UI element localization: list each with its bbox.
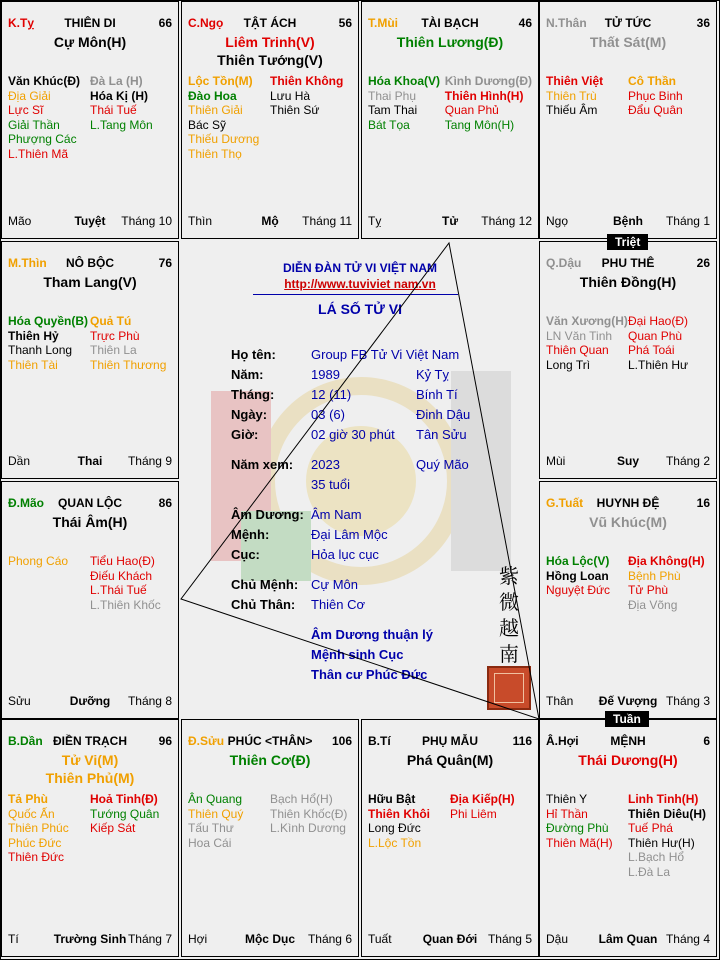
minor-star: Đẩu Quân [628,103,683,117]
main-stars [182,33,358,69]
month: Tháng 2 [665,454,710,468]
zodiac-branch: Ngọ [546,214,569,228]
minor-star: Bát Tọa [368,117,410,132]
info-label: Tháng: [231,387,275,402]
month: Tháng 8 [127,694,172,708]
seal-calligraphy: 紫微越南 [499,564,519,666]
palace-header [368,16,532,32]
minor-star: Tướng Quân [90,806,160,821]
minor-star: Phục Binh [628,88,683,103]
info-label: Chủ Mệnh: [231,577,299,592]
month: Tháng 12 [481,214,532,228]
minor-star: Thiên Diêu(H) [628,806,706,821]
month: Tháng 7 [127,932,172,946]
month: Tháng 3 [665,694,710,708]
minor-star: Thiên Thương [90,357,167,372]
palace-name: NÔ BỘC [66,256,114,270]
palace-cell[interactable] [539,481,717,719]
palace-footer [546,214,710,228]
minor-star: Hữu Bật [368,792,416,806]
minor-star: Đường Phù [546,821,609,835]
main-star: Thiên Tướng(V) [217,52,323,68]
left-stars [188,74,270,161]
minor-star: Phong Cáo [8,554,69,568]
minor-star: Tả Phù [8,792,49,806]
can-chi: Q.Dậu [546,256,582,270]
minor-star: Kình Dương(Đ) [444,74,532,88]
main-stars [2,273,178,291]
summary-line: Thân cư Phúc Đức [311,667,428,682]
main-stars [2,751,178,787]
info-value: Group FB Tử Vi Việt Nam [311,347,460,362]
left-stars [546,74,628,118]
main-star: Liêm Trinh(V) [225,34,315,50]
palace-header [8,496,172,512]
minor-star: Hóa Khoa(V) [368,74,440,88]
right-stars [90,792,172,865]
triet-tag: Triệt [607,234,648,250]
minor-star: Thiên Hỷ [8,328,59,343]
main-stars [540,33,716,51]
info-value: Thiên Cơ [311,597,366,612]
minor-star: Thái Tuế [90,103,137,117]
info-can-chi: Đinh Dậu [416,407,471,422]
palace-footer [8,932,172,946]
minor-star: L.Thái Tuế [90,583,147,597]
info-label: Năm xem: [231,457,294,472]
minor-star: Thiên Trù [546,88,597,103]
minor-star: Thiên Khôi [368,806,430,821]
minor-star: Thiên Khốc(Đ) [270,806,348,821]
minor-star: Phá Toái [628,343,675,357]
can-chi: T.Mùi [368,16,398,30]
minor-star: Quốc Ấn [8,806,55,821]
dai-han-number: 76 [158,256,172,270]
dai-han-number: 6 [703,734,710,748]
minor-star: Địa Võng [628,597,678,612]
palace-name: TỬ TỨC [604,16,652,30]
minor-star: Đào Hoa [188,88,237,103]
palace-name: QUAN LỘC [58,496,122,510]
chart-title: LÁ SỐ TỬ VI [318,301,402,317]
dai-han-number: 16 [696,496,710,510]
main-stars [2,33,178,51]
can-chi: Â.Hợi [546,734,579,748]
minor-star: Hóa Quyền(B) [8,314,89,328]
main-stars [540,751,716,769]
minor-star: Long Đức [368,821,421,835]
main-star: Vũ Khúc(M) [589,514,667,530]
month: Tháng 1 [665,214,710,228]
can-chi: B.Tí [368,734,391,748]
right-stars [90,314,172,372]
palace-cell[interactable] [539,241,717,479]
left-stars [8,792,90,865]
minor-star: Thiên Quan [546,343,609,357]
minor-star: Thiên Đức [8,850,65,864]
can-chi: K.Tỵ [8,16,35,30]
minor-star: Địa Không(H) [628,554,705,568]
minor-star: Thiên Thọ [188,146,242,161]
left-stars [546,554,628,612]
left-stars [8,314,90,372]
month: Tháng 10 [121,214,172,228]
minor-star: Lộc Tồn(M) [188,74,253,88]
minor-star: Đà La (H) [90,74,143,88]
main-star: Thái Dương(H) [578,752,678,768]
minor-star: Thanh Long [8,343,73,357]
minor-star: Hóa Kị (H) [90,88,148,103]
palace-name: MỆNH [610,734,646,748]
dai-han-number: 96 [158,734,172,748]
truong-sinh: Lâm Quan [598,932,658,946]
palace-name: PHỤ MẪU [422,734,478,748]
truong-sinh: Trường Sinh [53,932,127,946]
can-chi: G.Tuất [546,496,584,510]
minor-star: L.Kình Dương [270,821,346,835]
palace-cell[interactable] [361,1,539,239]
palace-name: PHÚC <THÂN> [227,734,313,748]
forum-url[interactable]: http://www.tuviviet nam.vn [284,277,436,291]
info-value: 12 (11) [311,387,352,402]
main-star: Thiên Phủ(M) [45,770,135,786]
month: Tháng 4 [665,932,710,946]
info-can-chi: Kỷ Tỵ [416,367,449,382]
truong-sinh: Tuyệt [74,214,106,228]
info-value: Âm Nam [311,507,362,522]
info-label: Họ tên: [231,347,276,362]
main-stars [540,513,716,531]
palace-name: TÀI BẠCH [421,16,479,30]
title-divider [253,294,458,295]
zodiac-branch: Hợi [188,932,208,946]
dai-han-number: 46 [518,16,532,30]
main-stars [2,513,178,531]
can-chi: C.Ngọ [188,16,224,30]
zodiac-branch: Tuất [368,932,392,946]
left-stars [188,792,270,850]
truong-sinh: Mộ [261,214,279,228]
main-star: Thiên Lương(Đ) [396,34,504,50]
left-stars [8,554,90,612]
truong-sinh: Suy [616,454,639,468]
minor-star: Văn Khúc(Đ) [8,74,80,88]
dai-han-number: 116 [512,734,532,748]
palace-footer [546,694,710,708]
right-stars [450,792,532,850]
minor-star: Thiên Không [270,74,344,88]
info-label: Cục: [231,547,260,562]
zodiac-branch: Mão [8,214,32,228]
can-chi: M.Thìn [8,256,47,270]
info-value: Hỏa lục cục [311,547,379,562]
dai-han-number: 66 [158,16,172,30]
red-seal-stamp [487,666,531,710]
minor-star: Quả Tú [90,314,132,328]
dai-han-number: 36 [696,16,710,30]
minor-star: Phượng Các [8,132,77,146]
tuan-tag: Tuần [605,711,649,727]
dai-han-number: 56 [338,16,352,30]
minor-star: Tam Thai [368,103,418,117]
palace-header [188,16,352,32]
right-stars [90,74,172,161]
minor-star: L.Thiên Mã [8,146,69,161]
minor-star: Phi Liêm [450,806,497,821]
palace-cell[interactable] [361,719,539,957]
minor-star: LN Văn Tinh [546,328,613,343]
truong-sinh: Đế Vượng [598,694,658,708]
minor-star: L.Thiên Hư [628,357,689,372]
main-star: Thái Âm(H) [52,514,128,530]
zodiac-branch: Sửu [8,694,31,708]
minor-star: Quan Phủ [444,103,499,117]
minor-star: Quan Phù [628,328,683,343]
main-star: Thất Sát(M) [589,34,667,50]
palace-cell[interactable] [1,241,179,479]
zodiac-branch: Mùi [546,454,566,468]
right-stars [628,554,710,612]
minor-star: Long Trì [546,357,591,372]
truong-sinh: Mộc Dục [244,932,295,946]
info-label: Ngày: [231,407,268,422]
minor-star: Hồng Loan [546,568,609,583]
right-stars [270,74,352,161]
minor-star: Tuế Phá [628,821,673,835]
left-stars [8,74,90,161]
minor-star: Thiếu Âm [546,103,598,117]
minor-star: Thiếu Dương [188,132,260,146]
info-can-chi: Tân Sửu [416,427,467,442]
palace-header [188,734,352,750]
right-stars [628,792,710,879]
month: Tháng 11 [302,214,352,228]
main-star: Thiên Cơ(Đ) [229,752,311,768]
palace-cell[interactable] [539,719,717,957]
truong-sinh: Bệnh [613,214,643,228]
minor-star: Điếu Khách [90,568,153,583]
can-chi: N.Thân [546,16,587,30]
can-chi: Đ.Sửu [188,734,225,748]
main-stars [362,33,538,51]
minor-star: Lưu Hà [270,88,311,103]
minor-star: L.Lộc Tồn [368,835,422,850]
dai-han-number: 106 [331,734,352,748]
month: Tháng 5 [487,932,532,946]
palace-name: TẬT ÁCH [243,16,297,30]
palace-cell[interactable] [1,719,179,957]
minor-star: Thiên Quý [188,806,244,821]
minor-star: Địa Kiếp(H) [450,792,515,806]
left-stars [546,314,628,372]
main-stars [362,751,538,769]
truong-sinh: Dưỡng [69,694,111,708]
minor-star: Hoả Tinh(Đ) [90,792,158,806]
minor-star: Thiên La [90,343,137,357]
minor-star: Thiên Giải [188,103,243,117]
minor-star: Đại Hao(Đ) [628,314,689,328]
minor-star: Lực Sĩ [8,103,44,117]
minor-star: Thiên Phúc [8,821,69,835]
month: Tháng 6 [307,932,352,946]
info-label: Âm Dương: [231,507,304,522]
main-star: Cự Môn(H) [53,34,127,50]
info-label: Chủ Thân: [231,597,296,612]
month: Tháng 9 [127,454,172,468]
minor-star: Tang Môn(H) [444,117,515,132]
minor-star: Hóa Lộc(V) [546,554,610,568]
minor-star: Giải Thần [8,117,60,132]
palace-name: ĐIỀN TRẠCH [53,734,127,748]
right-stars [90,554,172,612]
palace-footer [188,932,352,946]
palace-header [546,734,710,750]
info-value: 1989 [311,367,340,382]
palace-footer [8,454,172,468]
minor-star: Thiên Mã(H) [546,835,613,850]
palace-header [8,256,172,272]
truong-sinh: Quan Đới [422,932,478,946]
minor-star: Thiên Tài [8,357,58,372]
info-value: Đại Lâm Mộc [311,527,388,542]
minor-star: Linh Tinh(H) [628,792,699,806]
minor-star: Bạch Hổ(H) [270,792,333,806]
minor-star: Hỉ Thần [546,806,588,821]
minor-star: L.Tang Môn [90,117,153,132]
zodiac-branch: Thìn [188,214,213,228]
minor-star: Bác Sỹ [188,117,227,132]
minor-star: Nguyệt Đức [546,583,611,597]
minor-star: Thai Phụ [368,88,417,103]
can-chi: Đ.Mão [8,496,44,510]
palace-cell[interactable] [181,719,359,957]
main-star: Tham Lang(V) [43,274,137,290]
zodiac-branch: Dần [8,454,31,468]
left-stars [368,74,445,132]
palace-name: HUYNH ĐỆ [596,496,660,510]
palace-header [546,496,710,512]
summary-line: Âm Dương thuận lý [311,627,433,642]
zodiac-branch: Thân [546,694,574,708]
left-stars [546,792,628,879]
info-value: Cự Môn [311,577,358,592]
palace-footer [546,454,710,468]
minor-star: L.Đà La [628,864,671,879]
palace-footer [546,932,710,946]
palace-header [368,734,532,750]
palace-footer [368,932,532,946]
can-chi: B.Dần [8,734,43,748]
palace-cell[interactable] [1,1,179,239]
minor-star: Tử Phù [628,583,669,597]
palace-header [8,734,172,750]
palace-name: PHU THÊ [601,256,655,270]
minor-star: Thiên Y [546,792,588,806]
palace-footer [368,214,532,228]
minor-star: Tấu Thư [188,821,234,835]
right-stars [445,74,532,132]
info-label: Giờ: [231,427,259,442]
main-star: Tử Vi(M) [61,752,119,768]
info-label: Năm: [231,367,264,382]
right-stars [270,792,352,850]
right-stars [628,314,710,372]
info-value: 2023 [311,457,340,472]
main-stars [182,751,358,769]
right-stars [628,74,710,118]
palace-cell[interactable] [1,481,179,719]
minor-star: Ân Quang [188,792,243,806]
left-stars [368,792,450,850]
minor-star: Bệnh Phù [628,568,681,583]
minor-star: Kiếp Sát [90,821,136,835]
palace-footer [188,214,352,228]
minor-star: Văn Xương(H) [546,314,628,328]
palace-name: THIÊN DI [64,16,116,30]
forum-name: DIỄN ĐÀN TỬ VI VIỆT NAM [283,261,437,275]
palace-header [546,256,710,272]
info-value: 02 giờ 30 phút [311,427,395,442]
minor-star: Tiểu Hao(Đ) [90,554,155,568]
palace-cell[interactable] [539,1,717,239]
info-label: Mệnh: [231,527,270,542]
truong-sinh: Tử [441,214,459,228]
info-can-chi: Bính Tí [416,387,458,402]
minor-star: Cô Thần [628,74,676,88]
palace-header [546,16,710,32]
dai-han-number: 86 [158,496,172,510]
zodiac-branch: Tỵ [368,214,382,228]
chart-center [181,241,539,719]
palace-footer [8,694,172,708]
truong-sinh: Thai [77,454,103,468]
main-star: Thiên Đồng(H) [579,274,677,290]
info-can-chi: Quý Mão [416,457,469,472]
minor-star: Thiên Việt [546,74,604,88]
dai-han-number: 26 [696,256,710,270]
zodiac-branch: Dậu [546,932,569,946]
minor-star: Trực Phù [90,328,140,343]
minor-star: Thiên Hư(H) [628,835,695,850]
summary-line: Mệnh sinh Cục [311,647,404,662]
minor-star: Thiên Hình(H) [444,88,524,103]
palace-footer [8,214,172,228]
palace-cell[interactable] [181,1,359,239]
info-value: 35 tuổi [311,477,351,492]
minor-star: Phúc Đức [8,835,62,850]
main-stars [540,273,716,291]
zodiac-branch: Tí [8,932,19,946]
minor-star: L.Thiên Khốc [90,597,161,612]
info-value: 03 (6) [311,407,345,422]
minor-star: Thiên Sứ [270,103,320,117]
minor-star: L.Bạch Hổ [628,850,685,864]
main-star: Phá Quân(M) [406,752,494,768]
palace-header [8,16,172,32]
minor-star: Hoa Cái [188,835,232,850]
minor-star: Địa Giải [8,88,51,103]
